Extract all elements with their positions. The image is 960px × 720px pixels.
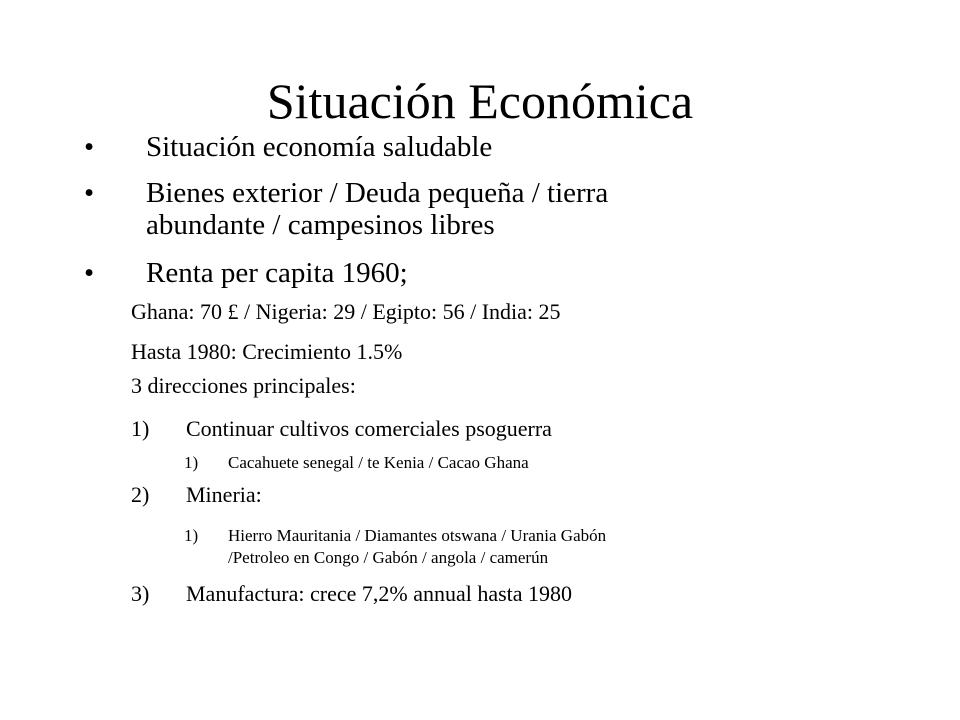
item-number: 2): [131, 482, 150, 507]
item-text: Continuar cultivos comerciales psoguerra: [186, 416, 552, 441]
bullet-text-line: abundante / campesinos libres: [146, 209, 495, 241]
bullet-dot-icon: •: [84, 131, 95, 163]
bullet-dot-icon: •: [84, 257, 95, 289]
subitem-text-line: /Petroleo en Congo / Gabón / angola / camerún: [228, 548, 549, 567]
numbered-item: [131, 481, 262, 509]
bullet-item: [84, 257, 408, 289]
subline-directions: 3 direcciones principales:: [131, 373, 356, 398]
item-number: 3): [131, 581, 150, 606]
slide-title: Situación Económica: [266, 73, 694, 129]
subitem-number: 1): [184, 453, 199, 472]
item-number: 1): [131, 416, 150, 441]
numbered-item: [131, 415, 552, 443]
subline-income-data: Ghana: 70 £ / Nigeria: 29 / Egipto: 56 / India: 25: [131, 299, 561, 324]
bullet-dot-icon: •: [84, 177, 95, 209]
bullet-text: Situación economía saludable: [146, 131, 493, 163]
bullet-item: [84, 177, 609, 241]
bullet-text-line: Bienes exterior / Deuda pequeña / tierra: [146, 177, 609, 209]
subitem-text: Cacahuete senegal / te Kenia / Cacao Ghana: [228, 453, 529, 472]
bullet-text: Renta per capita 1960;: [146, 257, 408, 289]
item-text: Mineria:: [186, 482, 262, 507]
subitem-text-line: Hierro Mauritania / Diamantes otswana / Urania Gabón: [228, 526, 607, 545]
subline-growth: Hasta 1980: Crecimiento 1.5%: [131, 339, 403, 364]
numbered-subitem: [184, 452, 529, 474]
bullet-item: [84, 131, 493, 163]
item-text: Manufactura: crece 7,2% annual hasta 1980: [186, 581, 573, 606]
numbered-item: [131, 580, 573, 608]
numbered-subitem: [184, 525, 607, 569]
subitem-number: 1): [184, 526, 199, 545]
